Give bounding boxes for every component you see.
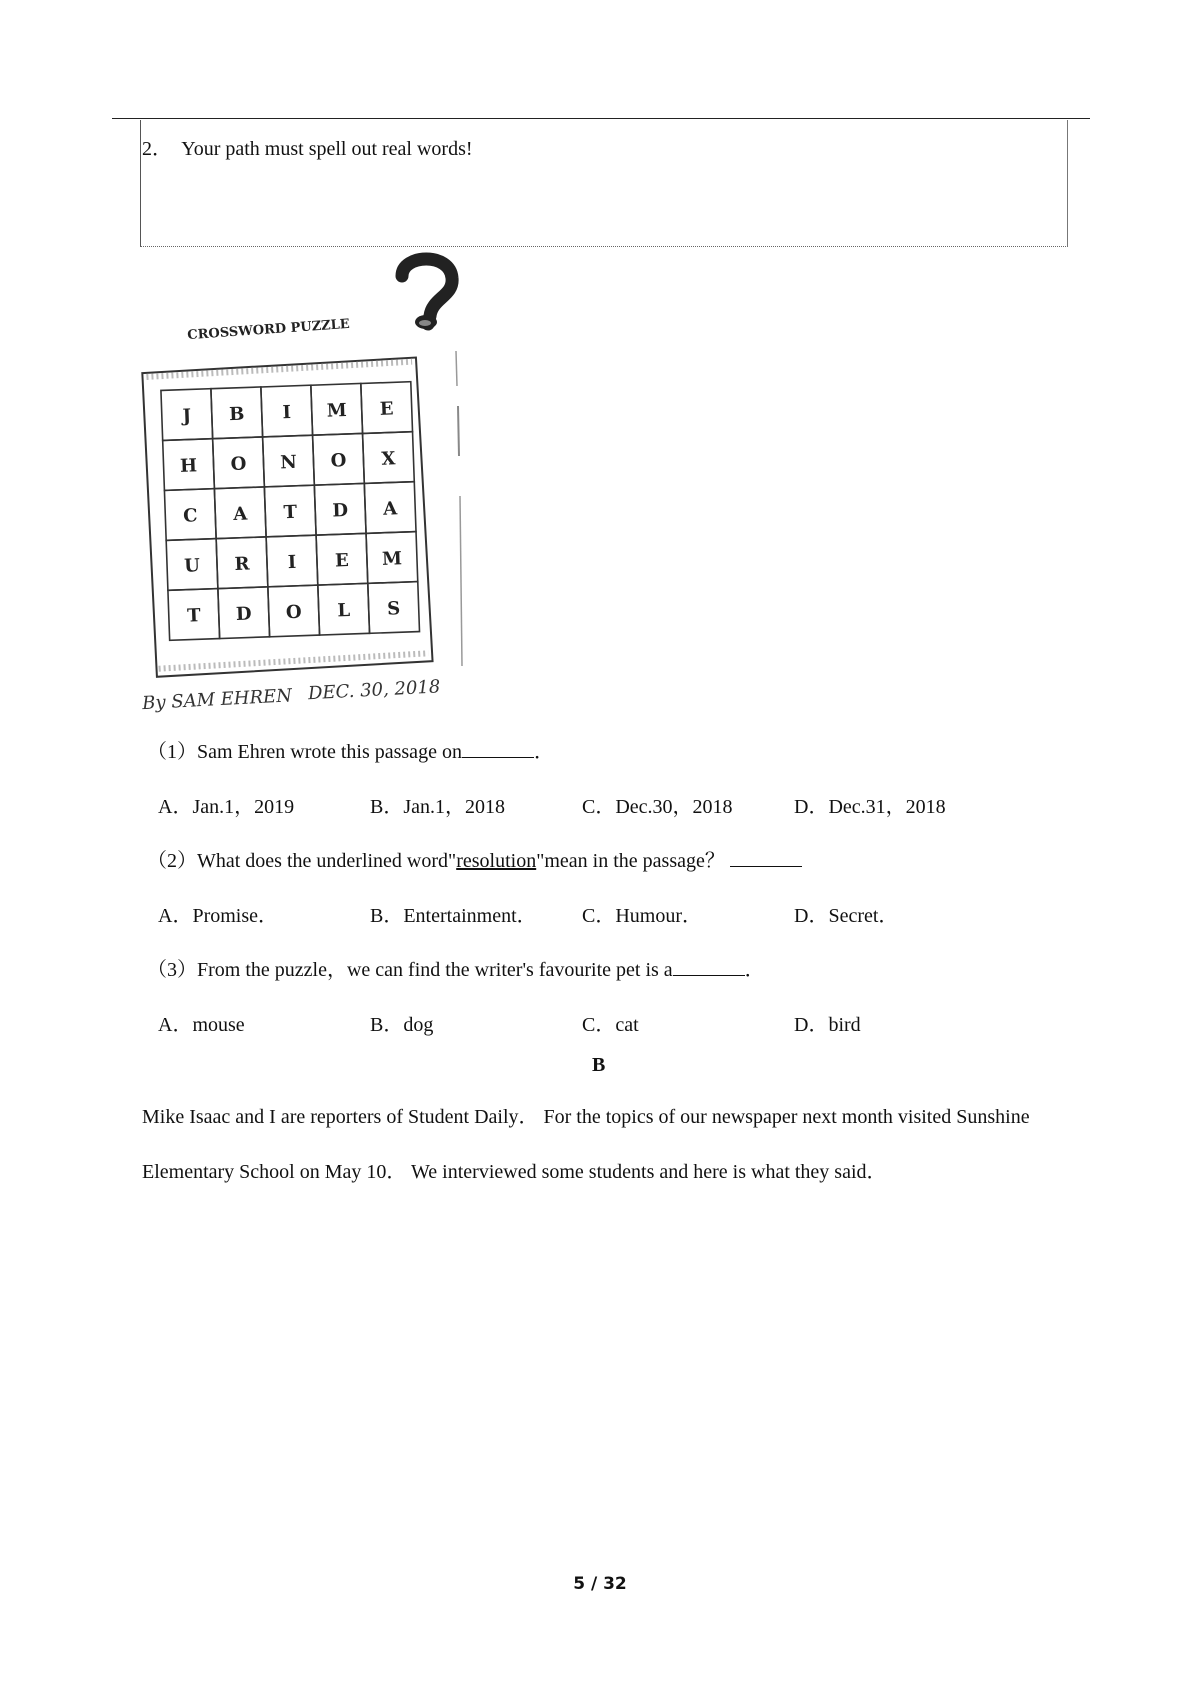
puzzle-letter: E xyxy=(334,550,350,572)
puzzle-letter: O xyxy=(285,601,302,624)
answer-blank xyxy=(673,957,745,976)
puzzle-letter: S xyxy=(386,598,401,620)
question-3-text: （3）From the puzzle，we can find the writer's favourite pet is a xyxy=(147,959,673,981)
option-2c: C．Humour． xyxy=(582,905,702,927)
puzzle-letter: U xyxy=(183,555,201,577)
paper-edge xyxy=(456,351,457,386)
question-2-suffix: "mean in the passage？ xyxy=(536,850,725,872)
option-2a: A．Promise． xyxy=(158,905,278,927)
option-1a: A．Jan.1，2019 xyxy=(158,796,295,818)
puzzle-grid xyxy=(161,382,420,641)
rule-text: 2． Your path must spell out real words! xyxy=(142,138,473,160)
crossword-puzzle-image xyxy=(140,246,470,716)
puzzle-letter: C xyxy=(182,505,198,527)
puzzle-letter: D xyxy=(332,500,349,522)
paper-edge xyxy=(460,496,462,666)
option-3a: A．mouse xyxy=(158,1014,245,1036)
puzzle-letter: B xyxy=(228,403,245,426)
puzzle-letter: A xyxy=(232,503,248,525)
puzzle-letter: T xyxy=(186,605,201,627)
option-1b: B．Jan.1，2018 xyxy=(370,796,505,818)
question-1 xyxy=(147,735,554,764)
puzzle-letter: J xyxy=(182,405,192,427)
option-3c: C．cat xyxy=(582,1014,639,1036)
question-1-suffix: ． xyxy=(533,741,554,763)
question-2-text: （2）What does the underlined word" xyxy=(147,850,457,872)
option-3b: B．dog xyxy=(370,1014,434,1036)
puzzle-letter: M xyxy=(326,399,348,422)
puzzle-letter: T xyxy=(283,501,298,524)
question-3 xyxy=(147,953,765,982)
puzzle-letter: D xyxy=(235,603,252,625)
puzzle-title: CROSSWORD PUZZLE xyxy=(186,316,351,344)
paper-edge xyxy=(458,406,459,456)
puzzle-letter: N xyxy=(279,451,298,474)
crossword-puzzle-figure xyxy=(140,246,470,716)
puzzle-letter: M xyxy=(381,548,403,570)
puzzle-paper xyxy=(142,357,433,677)
question-mark-icon xyxy=(402,259,452,329)
passage-line-2: Elementary School on May 10． We interviewed some students and here is what they said． xyxy=(142,1161,887,1183)
answer-blank xyxy=(730,848,802,867)
puzzle-letter: H xyxy=(179,455,198,477)
question-2 xyxy=(147,844,802,873)
option-1c: C．Dec.30，2018 xyxy=(582,796,733,818)
puzzle-letter: I xyxy=(287,551,297,574)
puzzle-letter: R xyxy=(234,553,250,575)
puzzle-byline: By SAM EHREN xyxy=(141,685,293,715)
question-3-suffix: ． xyxy=(744,959,765,981)
page-number: 5 / 32 xyxy=(573,1574,627,1594)
puzzle-letter: X xyxy=(381,448,396,470)
option-2b: B．Entertainment． xyxy=(370,905,537,927)
underlined-word: resolution xyxy=(456,850,537,872)
option-2d: D．Secret． xyxy=(794,905,899,927)
passage-line-1: Mike Isaac and I are reporters of Student Daily． For the topics of our newspaper next month visited Sunshine xyxy=(142,1106,1030,1128)
puzzle-letter: E xyxy=(379,398,394,420)
puzzle-letter: A xyxy=(382,498,398,520)
section-b-heading: B xyxy=(592,1054,606,1076)
puzzle-letter: O xyxy=(330,450,347,472)
header-rule xyxy=(112,118,1090,119)
option-1d: D．Dec.31，2018 xyxy=(794,796,946,818)
puzzle-letter: O xyxy=(230,453,247,476)
puzzle-letter: L xyxy=(337,599,351,622)
answer-blank xyxy=(462,739,534,758)
puzzle-letter: I xyxy=(282,401,292,424)
question-1-text: （1）Sam Ehren wrote this passage on xyxy=(147,741,462,763)
option-3d: D．bird xyxy=(794,1014,861,1036)
puzzle-date: DEC. 30, 2018 xyxy=(307,676,441,705)
